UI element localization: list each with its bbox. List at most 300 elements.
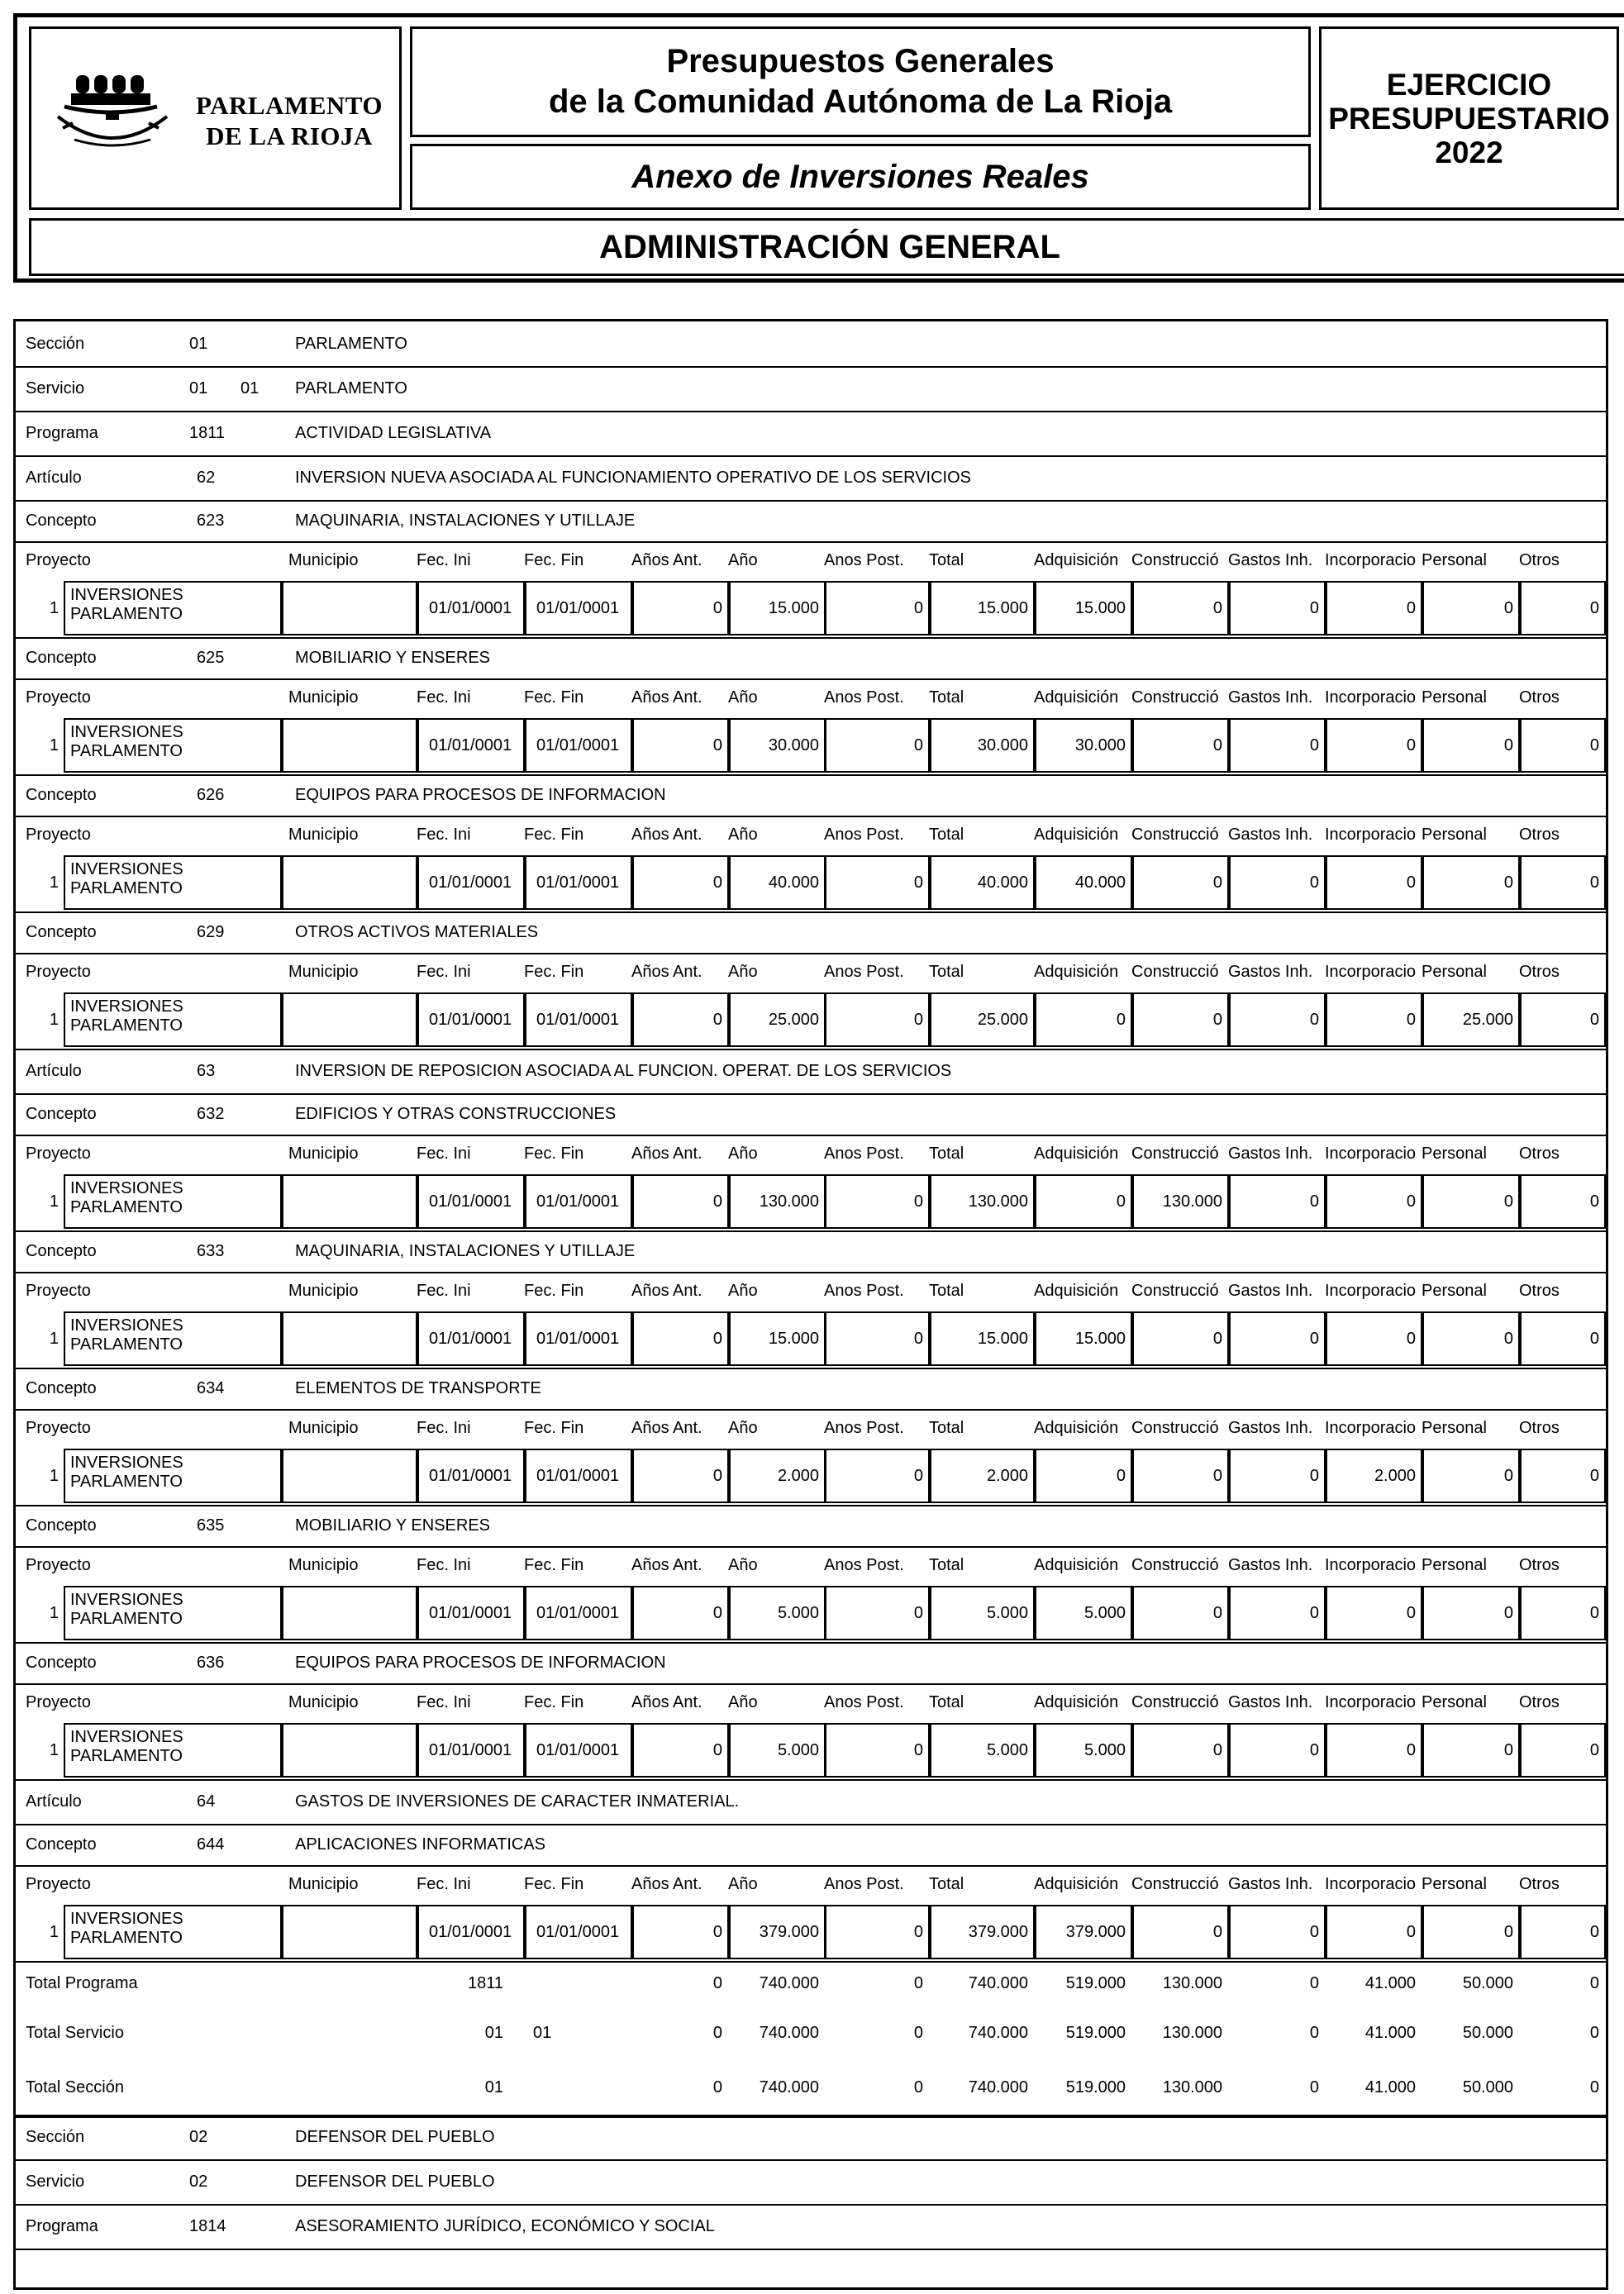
project-incorporacion: 0 xyxy=(1326,1586,1422,1640)
project-header-fec-ini: Fec. Ini xyxy=(417,825,471,844)
project-header-personal: Personal xyxy=(1422,1281,1487,1300)
project-header-anos-post-: Anos Post. xyxy=(824,962,904,981)
total-row-1 xyxy=(16,2006,1606,2060)
project-header-municipio: Municipio xyxy=(288,688,359,707)
concepto-label: Concepto xyxy=(26,1835,97,1854)
project-incorporacion: 0 xyxy=(1326,992,1422,1047)
section-top-label: Sección xyxy=(26,334,85,353)
project-header-municipio: Municipio xyxy=(288,1692,359,1711)
project-header-incorporacio: Incorporacio xyxy=(1325,1692,1417,1711)
project-header-construcci-: Construcció xyxy=(1131,1692,1219,1711)
concepto-code: 623 xyxy=(197,511,225,530)
project-header-personal: Personal xyxy=(1422,688,1487,707)
section-top-code: 1811 xyxy=(189,423,226,442)
project-gastos-inh: 0 xyxy=(1229,718,1326,773)
project-adquisicion: 40.000 xyxy=(1035,855,1132,910)
project-fec-ini: 01/01/0001 xyxy=(417,1311,525,1366)
concepto-row xyxy=(16,637,1606,680)
project-ano: 30.000 xyxy=(729,718,826,773)
project-header-gastos-inh-: Gastos Inh. xyxy=(1228,962,1313,981)
section-bottom-name: ASESORAMIENTO JURÍDICO, ECONÓMICO Y SOCIAL xyxy=(295,2216,715,2235)
project-municipio xyxy=(282,581,417,635)
project-ano: 130.000 xyxy=(729,1174,826,1229)
project-construccion: 130.000 xyxy=(1132,1174,1229,1229)
project-ano: 25.000 xyxy=(729,992,826,1047)
project-ano: 15.000 xyxy=(729,581,826,635)
project-header-row xyxy=(16,1272,1606,1310)
project-anos-post: 0 xyxy=(825,1723,930,1778)
total-code: 01 xyxy=(484,2077,503,2096)
total-total: 740.000 xyxy=(968,2023,1028,2042)
project-name: INVERSIONES PARLAMENTO xyxy=(64,855,282,910)
project-total: 25.000 xyxy=(930,992,1035,1047)
project-header-municipio: Municipio xyxy=(288,962,359,981)
project-total: 2.000 xyxy=(930,1449,1035,1503)
total-anos-ant: 0 xyxy=(712,2023,722,2042)
project-header-fec-fin: Fec. Fin xyxy=(524,550,584,569)
project-row xyxy=(16,1903,1606,1963)
project-anos-post: 0 xyxy=(825,1174,930,1229)
project-municipio xyxy=(282,1174,417,1229)
project-header-a-os-ant-: Años Ant. xyxy=(631,1555,702,1574)
articulo-row xyxy=(16,1779,1606,1825)
project-header-proyecto: Proyecto xyxy=(26,1281,91,1300)
project-anos-ant: 0 xyxy=(632,1905,729,1959)
project-header-a-os-ant-: Años Ant. xyxy=(631,550,702,569)
section-bottom-name: DEFENSOR DEL PUEBLO xyxy=(295,2172,495,2191)
project-header-fec-fin: Fec. Fin xyxy=(524,962,584,981)
project-anos-post: 0 xyxy=(825,718,930,773)
ejercicio-line-2: PRESUPUESTARIO xyxy=(1328,101,1610,136)
project-adquisicion: 5.000 xyxy=(1035,1723,1132,1778)
section-bottom-name: DEFENSOR DEL PUEBLO xyxy=(295,2127,495,2146)
project-number: 1 xyxy=(49,735,59,754)
total-gastos-inh: 0 xyxy=(1309,2023,1319,2042)
total-incorporacion: 41.000 xyxy=(1364,2023,1416,2042)
ejercicio-line-1: EJERCICIO xyxy=(1386,67,1552,102)
project-number: 1 xyxy=(49,1466,59,1485)
project-header-row xyxy=(16,953,1606,991)
project-header-a-o: Año xyxy=(728,825,758,844)
project-header-gastos-inh-: Gastos Inh. xyxy=(1228,688,1313,707)
project-header-a-o: Año xyxy=(728,1874,758,1893)
project-personal: 25.000 xyxy=(1422,992,1520,1047)
project-name: INVERSIONES PARLAMENTO xyxy=(64,1586,282,1640)
project-otros: 0 xyxy=(1520,1586,1606,1640)
project-header-incorporacio: Incorporacio xyxy=(1325,1281,1417,1300)
project-header-fec-ini: Fec. Ini xyxy=(417,688,471,707)
project-header-personal: Personal xyxy=(1422,1555,1487,1574)
project-header-proyecto: Proyecto xyxy=(26,1692,91,1711)
concepto-label: Concepto xyxy=(26,1516,97,1535)
concepto-code: 632 xyxy=(197,1104,225,1123)
concepto-label: Concepto xyxy=(26,1378,97,1397)
project-incorporacion: 0 xyxy=(1326,718,1422,773)
project-header-adquisici-n: Adquisición xyxy=(1034,1692,1119,1711)
project-header-total: Total xyxy=(929,1281,964,1300)
total-adquisicion: 519.000 xyxy=(1065,2023,1126,2042)
project-header-fec-ini: Fec. Ini xyxy=(417,1692,471,1711)
total-ano: 740.000 xyxy=(759,2077,819,2096)
project-total: 5.000 xyxy=(930,1723,1035,1778)
project-ano: 379.000 xyxy=(729,1905,826,1959)
project-total: 130.000 xyxy=(930,1174,1035,1229)
concepto-code: 629 xyxy=(197,922,225,941)
project-header-otros: Otros xyxy=(1519,1692,1560,1711)
section-top-name: PARLAMENTO xyxy=(295,378,407,397)
project-header-municipio: Municipio xyxy=(288,1144,359,1163)
project-header-anos-post-: Anos Post. xyxy=(824,550,904,569)
project-fec-fin: 01/01/0001 xyxy=(525,855,632,910)
concepto-row xyxy=(16,1642,1606,1685)
concepto-row xyxy=(16,1368,1606,1411)
project-header-gastos-inh-: Gastos Inh. xyxy=(1228,550,1313,569)
project-header-total: Total xyxy=(929,825,964,844)
project-ano: 15.000 xyxy=(729,1311,826,1366)
project-header-incorporacio: Incorporacio xyxy=(1325,688,1417,707)
project-header-row xyxy=(16,1409,1606,1447)
project-construccion: 0 xyxy=(1132,1449,1229,1503)
concepto-label: Concepto xyxy=(26,1653,97,1672)
project-header-gastos-inh-: Gastos Inh. xyxy=(1228,1281,1313,1300)
project-row xyxy=(16,1721,1606,1781)
total-anos-post: 0 xyxy=(913,2077,923,2096)
project-header-personal: Personal xyxy=(1422,1692,1487,1711)
project-number: 1 xyxy=(49,598,59,617)
project-anos-post: 0 xyxy=(825,1905,930,1959)
project-header-proyecto: Proyecto xyxy=(26,550,91,569)
project-header-construcci-: Construcció xyxy=(1131,1555,1219,1574)
project-anos-ant: 0 xyxy=(632,1586,729,1640)
project-header-total: Total xyxy=(929,1555,964,1574)
project-header-municipio: Municipio xyxy=(288,1555,359,1574)
project-fec-fin: 01/01/0001 xyxy=(525,581,632,635)
project-municipio xyxy=(282,992,417,1047)
project-header-a-o: Año xyxy=(728,1144,758,1163)
project-otros: 0 xyxy=(1520,855,1606,910)
project-municipio xyxy=(282,1586,417,1640)
project-header-a-os-ant-: Años Ant. xyxy=(631,688,702,707)
project-header-gastos-inh-: Gastos Inh. xyxy=(1228,1418,1313,1437)
project-construccion: 0 xyxy=(1132,1586,1229,1640)
articulo-code: 63 xyxy=(197,1061,216,1080)
project-gastos-inh: 0 xyxy=(1229,855,1326,910)
project-adquisicion: 15.000 xyxy=(1035,581,1132,635)
section-top-name: ACTIVIDAD LEGISLATIVA xyxy=(295,423,492,442)
project-header-adquisici-n: Adquisición xyxy=(1034,550,1119,569)
project-name: INVERSIONES PARLAMENTO xyxy=(64,1449,282,1503)
project-header-fec-fin: Fec. Fin xyxy=(524,1692,584,1711)
project-ano: 5.000 xyxy=(729,1723,826,1778)
concepto-row xyxy=(16,911,1606,954)
project-construccion: 0 xyxy=(1132,1311,1229,1366)
project-header-municipio: Municipio xyxy=(288,1418,359,1437)
section-top-name: PARLAMENTO xyxy=(295,334,407,353)
project-header-construcci-: Construcció xyxy=(1131,1144,1219,1163)
project-header-gastos-inh-: Gastos Inh. xyxy=(1228,1874,1313,1893)
project-row xyxy=(16,1173,1606,1232)
project-municipio xyxy=(282,1449,417,1503)
concepto-name: MAQUINARIA, INSTALACIONES Y UTILLAJE xyxy=(295,1241,636,1260)
project-header-gastos-inh-: Gastos Inh. xyxy=(1228,1692,1313,1711)
section-top-label: Programa xyxy=(26,423,98,442)
project-gastos-inh: 0 xyxy=(1229,992,1326,1047)
concepto-label: Concepto xyxy=(26,1104,97,1123)
budget-year: 2022 xyxy=(1435,135,1503,169)
project-header-a-os-ant-: Años Ant. xyxy=(631,1418,702,1437)
project-personal: 0 xyxy=(1422,1449,1520,1503)
project-header-row xyxy=(16,1135,1606,1173)
project-header-adquisici-n: Adquisición xyxy=(1034,1281,1119,1300)
section-bottom-code: 02 xyxy=(189,2127,208,2146)
project-fec-ini: 01/01/0001 xyxy=(417,855,525,910)
concepto-name: MAQUINARIA, INSTALACIONES Y UTILLAJE xyxy=(295,511,636,530)
project-personal: 0 xyxy=(1422,1905,1520,1959)
project-total: 40.000 xyxy=(930,855,1035,910)
project-anos-ant: 0 xyxy=(632,718,729,773)
project-header-personal: Personal xyxy=(1422,962,1487,981)
project-fec-ini: 01/01/0001 xyxy=(417,1905,525,1959)
project-header-otros: Otros xyxy=(1519,688,1560,707)
total-personal: 50.000 xyxy=(1462,2077,1513,2096)
total-anos-post: 0 xyxy=(913,2023,923,2042)
concepto-row xyxy=(16,1093,1606,1136)
project-header-incorporacio: Incorporacio xyxy=(1325,1874,1417,1893)
articulo-label: Artículo xyxy=(26,1061,82,1080)
concepto-row xyxy=(16,1824,1606,1867)
project-adquisicion: 5.000 xyxy=(1035,1586,1132,1640)
project-incorporacion: 0 xyxy=(1326,581,1422,635)
project-name: INVERSIONES PARLAMENTO xyxy=(64,992,282,1047)
project-gastos-inh: 0 xyxy=(1229,581,1326,635)
project-header-incorporacio: Incorporacio xyxy=(1325,1144,1417,1163)
total-otros: 0 xyxy=(1589,2023,1599,2042)
project-header-municipio: Municipio xyxy=(288,550,359,569)
section-bottom-code: 1814 xyxy=(189,2216,226,2235)
concepto-row xyxy=(16,774,1606,817)
project-adquisicion: 0 xyxy=(1035,992,1132,1047)
project-header-construcci-: Construcció xyxy=(1131,825,1219,844)
project-fec-ini: 01/01/0001 xyxy=(417,718,525,773)
project-gastos-inh: 0 xyxy=(1229,1174,1326,1229)
section-top-label: Servicio xyxy=(26,378,85,397)
articulo-code: 62 xyxy=(197,468,216,487)
project-header-construcci-: Construcció xyxy=(1131,1418,1219,1437)
project-header-gastos-inh-: Gastos Inh. xyxy=(1228,1555,1313,1574)
project-header-a-os-ant-: Años Ant. xyxy=(631,1692,702,1711)
project-header-proyecto: Proyecto xyxy=(26,688,91,707)
parliament-logo-icon xyxy=(55,69,179,159)
total-label: Total Sección xyxy=(26,2077,124,2096)
total-adquisicion: 519.000 xyxy=(1065,2077,1126,2096)
project-header-a-o: Año xyxy=(728,1418,758,1437)
section-bottom-row-1 xyxy=(16,2159,1606,2206)
project-fec-fin: 01/01/0001 xyxy=(525,1449,632,1503)
articulo-name: INVERSION DE REPOSICION ASOCIADA AL FUNCION. OPERAT. DE LOS SERVICIOS xyxy=(295,1061,952,1080)
project-personal: 0 xyxy=(1422,1723,1520,1778)
project-gastos-inh: 0 xyxy=(1229,1905,1326,1959)
project-ano: 40.000 xyxy=(729,855,826,910)
project-header-proyecto: Proyecto xyxy=(26,1144,91,1163)
project-otros: 0 xyxy=(1520,1723,1606,1778)
project-name: INVERSIONES PARLAMENTO xyxy=(64,718,282,773)
project-row xyxy=(16,1447,1606,1506)
investment-table xyxy=(13,319,1608,2290)
section-bottom-label: Programa xyxy=(26,2216,98,2235)
project-personal: 0 xyxy=(1422,1586,1520,1640)
project-name: INVERSIONES PARLAMENTO xyxy=(64,1174,282,1229)
project-name: INVERSIONES PARLAMENTO xyxy=(64,1905,282,1959)
project-header-anos-post-: Anos Post. xyxy=(824,1555,904,1574)
project-incorporacion: 0 xyxy=(1326,1723,1422,1778)
project-header-construcci-: Construcció xyxy=(1131,1281,1219,1300)
project-header-total: Total xyxy=(929,688,964,707)
project-header-a-os-ant-: Años Ant. xyxy=(631,825,702,844)
project-header-fec-fin: Fec. Fin xyxy=(524,1281,584,1300)
project-header-a-o: Año xyxy=(728,1692,758,1711)
project-adquisicion: 15.000 xyxy=(1035,1311,1132,1366)
concepto-name: MOBILIARIO Y ENSERES xyxy=(295,648,491,667)
section-bottom-label: Servicio xyxy=(26,2172,85,2191)
project-name: INVERSIONES PARLAMENTO xyxy=(64,1311,282,1366)
project-number: 1 xyxy=(49,1922,59,1941)
project-header-fec-fin: Fec. Fin xyxy=(524,1874,584,1893)
project-header-a-os-ant-: Años Ant. xyxy=(631,1281,702,1300)
project-total: 5.000 xyxy=(930,1586,1035,1640)
project-personal: 0 xyxy=(1422,1174,1520,1229)
concepto-row xyxy=(16,1505,1606,1548)
project-header-total: Total xyxy=(929,962,964,981)
concepto-code: 636 xyxy=(197,1653,225,1672)
document-title xyxy=(410,26,1311,137)
project-header-anos-post-: Anos Post. xyxy=(824,825,904,844)
project-number: 1 xyxy=(49,1329,59,1348)
logo-box xyxy=(29,26,402,210)
concepto-name: EQUIPOS PARA PROCESOS DE INFORMACION xyxy=(295,1653,666,1672)
project-number: 1 xyxy=(49,873,59,892)
project-fec-ini: 01/01/0001 xyxy=(417,1723,525,1778)
project-fec-fin: 01/01/0001 xyxy=(525,992,632,1047)
project-header-adquisici-n: Adquisición xyxy=(1034,1555,1119,1574)
concepto-name: MOBILIARIO Y ENSERES xyxy=(295,1516,491,1535)
concepto-label: Concepto xyxy=(26,511,97,530)
total-ano: 740.000 xyxy=(759,1973,819,1992)
project-otros: 0 xyxy=(1520,718,1606,773)
total-gastos-inh: 0 xyxy=(1309,1973,1319,1992)
project-anos-ant: 0 xyxy=(632,1311,729,1366)
total-otros: 0 xyxy=(1589,2077,1599,2096)
project-header-otros: Otros xyxy=(1519,825,1560,844)
project-otros: 0 xyxy=(1520,1174,1606,1229)
articulo-code: 64 xyxy=(197,1792,216,1811)
project-fec-ini: 01/01/0001 xyxy=(417,581,525,635)
project-incorporacion: 0 xyxy=(1326,1174,1422,1229)
project-row xyxy=(16,854,1606,913)
project-header-anos-post-: Anos Post. xyxy=(824,1281,904,1300)
total-code: 1811 xyxy=(467,1973,503,1992)
document-header xyxy=(13,13,1624,283)
project-header-fec-fin: Fec. Fin xyxy=(524,1555,584,1574)
project-header-fec-ini: Fec. Ini xyxy=(417,1281,471,1300)
project-header-municipio: Municipio xyxy=(288,1281,359,1300)
project-header-fec-fin: Fec. Fin xyxy=(524,1144,584,1163)
project-fec-fin: 01/01/0001 xyxy=(525,1311,632,1366)
project-gastos-inh: 0 xyxy=(1229,1449,1326,1503)
total-personal: 50.000 xyxy=(1462,2023,1513,2042)
project-header-a-os-ant-: Años Ant. xyxy=(631,1874,702,1893)
concepto-name: OTROS ACTIVOS MATERIALES xyxy=(295,922,539,941)
total-construccion: 130.000 xyxy=(1162,1973,1222,1992)
section-bottom-row-2 xyxy=(16,2204,1606,2250)
project-header-municipio: Municipio xyxy=(288,825,359,844)
project-header-adquisici-n: Adquisición xyxy=(1034,825,1119,844)
project-header-incorporacio: Incorporacio xyxy=(1325,1555,1417,1574)
concepto-code: 635 xyxy=(197,1516,225,1535)
project-number: 1 xyxy=(49,1740,59,1759)
total-incorporacion: 41.000 xyxy=(1364,2077,1416,2096)
articulo-row xyxy=(16,1049,1606,1095)
section-bottom-code: 02 xyxy=(189,2172,208,2191)
section-top-code: 01 xyxy=(189,378,208,397)
project-construccion: 0 xyxy=(1132,1905,1229,1959)
project-header-fec-ini: Fec. Ini xyxy=(417,962,471,981)
total-total: 740.000 xyxy=(968,1973,1028,1992)
project-header-anos-post-: Anos Post. xyxy=(824,1418,904,1437)
total-total: 740.000 xyxy=(968,2077,1028,2096)
project-construccion: 0 xyxy=(1132,581,1229,635)
project-anos-post: 0 xyxy=(825,1311,930,1366)
project-construccion: 0 xyxy=(1132,855,1229,910)
project-header-fec-fin: Fec. Fin xyxy=(524,688,584,707)
project-header-otros: Otros xyxy=(1519,1281,1560,1300)
project-header-gastos-inh-: Gastos Inh. xyxy=(1228,825,1313,844)
project-header-row xyxy=(16,1546,1606,1584)
total-row-2 xyxy=(16,2060,1606,2118)
section-bottom-row-0 xyxy=(16,2115,1606,2161)
articulo-name: GASTOS DE INVERSIONES DE CARACTER INMATERIAL. xyxy=(295,1792,740,1811)
project-header-proyecto: Proyecto xyxy=(26,1874,91,1893)
project-name: INVERSIONES PARLAMENTO xyxy=(64,581,282,635)
project-header-total: Total xyxy=(929,1874,964,1893)
project-header-a-o: Año xyxy=(728,550,758,569)
project-header-a-o: Año xyxy=(728,1281,758,1300)
project-fec-fin: 01/01/0001 xyxy=(525,1723,632,1778)
title-line-1: Presupuestos Generales xyxy=(666,43,1055,79)
articulo-name: INVERSION NUEVA ASOCIADA AL FUNCIONAMIENTO OPERATIVO DE LOS SERVICIOS xyxy=(295,468,971,487)
project-gastos-inh: 0 xyxy=(1229,1723,1326,1778)
concepto-name: ELEMENTOS DE TRANSPORTE xyxy=(295,1378,541,1397)
project-header-anos-post-: Anos Post. xyxy=(824,688,904,707)
total-code: 01 xyxy=(484,2023,503,2042)
project-header-fec-ini: Fec. Ini xyxy=(417,1144,471,1163)
project-header-a-o: Año xyxy=(728,1555,758,1574)
project-header-fec-ini: Fec. Ini xyxy=(417,1555,471,1574)
admin-banner: ADMINISTRACIÓN GENERAL xyxy=(29,218,1624,276)
project-header-a-o: Año xyxy=(728,688,758,707)
project-header-construcci-: Construcció xyxy=(1131,550,1219,569)
project-header-personal: Personal xyxy=(1422,1418,1487,1437)
project-otros: 0 xyxy=(1520,1449,1606,1503)
project-row xyxy=(16,1584,1606,1644)
concepto-label: Concepto xyxy=(26,648,97,667)
articulo-label: Artículo xyxy=(26,1792,82,1811)
total-anos-ant: 0 xyxy=(712,2077,722,2096)
section-top-row-2 xyxy=(16,411,1606,457)
total-anos-ant: 0 xyxy=(712,1973,722,1992)
project-header-otros: Otros xyxy=(1519,962,1560,981)
project-municipio xyxy=(282,718,417,773)
project-anos-post: 0 xyxy=(825,992,930,1047)
